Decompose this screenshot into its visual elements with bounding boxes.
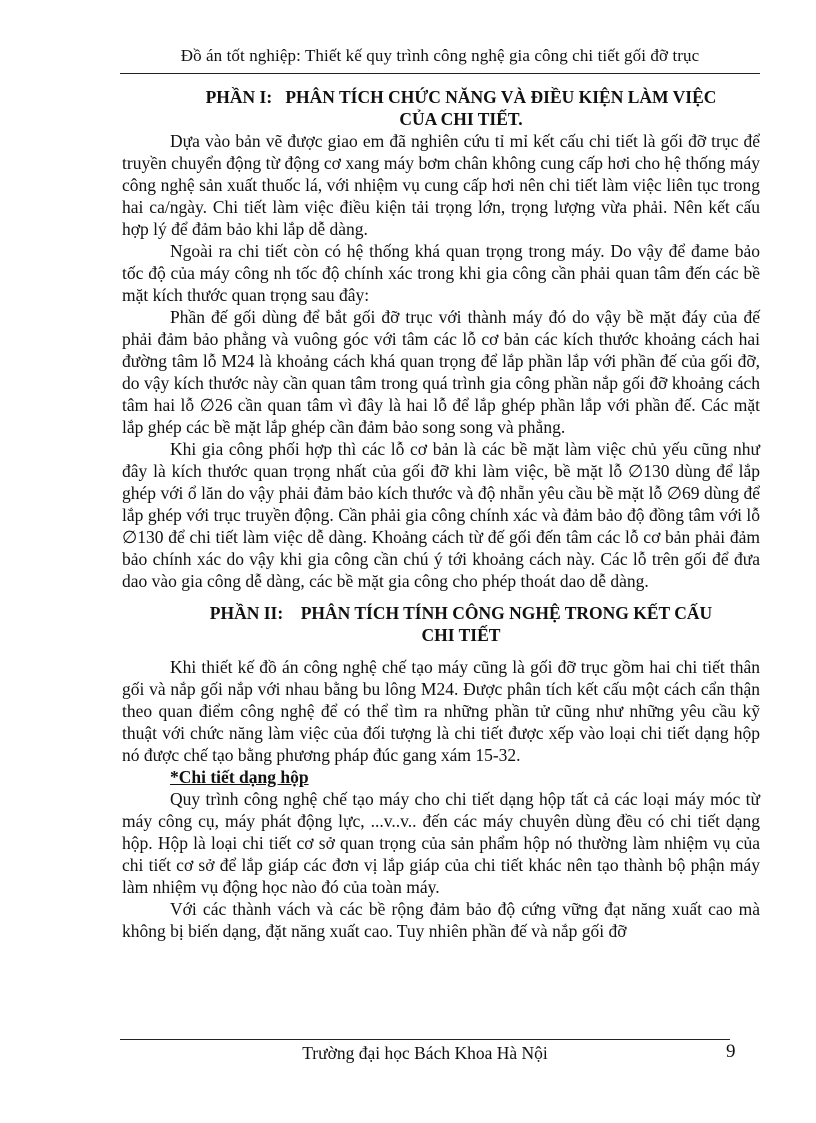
section1-paragraph: Dựa vào bản vẽ được giao em đã nghiên cứu tỉ mỉ kết cấu chi tiết là gối đỡ trục để truyền chuyển động từ động cơ xang máy bơm chân không cung cấp hơi cho hệ thống máy công nghệ sản xuất thuốc lá, với nhiệm vụ cung cấp hơi nên chi tiết làm việc liên tục trong hai ca/ngày. Chi tiết làm việc điều kiện tải trọng lớn, trọng lượng vừa phải. Nên kết cấu hợp lý để đảm bảo khi lắp dễ dàng.	[122, 131, 760, 239]
running-header: Đồ án tốt nghiệp: Thiết kế quy trình công nghệ gia công chi tiết gối đỡ trục	[180, 46, 700, 65]
section2-heading-line2: CHI TIẾT	[421, 625, 501, 645]
footer-school: Trường đại học Bách Khoa Hà Nội	[302, 1043, 548, 1063]
section1-heading	[122, 86, 760, 130]
page-body	[122, 80, 760, 942]
section2-heading	[122, 602, 760, 646]
section2-paragraph: Với các thành vách và các bề rộng đảm bảo độ cứng vững đạt năng xuất cao mà không bị biến dạng, đặt năng xuất cao. Tuy nhiên phần đế và nắp gối đỡ	[122, 899, 760, 941]
section1-paragraph: Khi gia công phối hợp thì các lỗ cơ bản là các bề mặt làm việc chủ yếu cũng như đây là kích thước quan trọng nhất của gối đỡ khi làm việc, bề mặt lỗ ∅130 dùng để lắp ghép với ổ lăn do vậy phải đảm bảo kích thước và độ nhẵn yêu cầu bề mặt lỗ ∅69 dùng để lắp ghép với trục truyền động. Cần phải gia công chính xác và đảm bảo độ đồng tâm với lỗ ∅130 để chi tiết làm việc dễ dàng. Khoảng cách từ đế gối đến tâm các lỗ cơ bản phải đảm bảo chính xác do vậy khi gia công cần chú ý tới khoảng cách này. Các lỗ trên gối để đưa dao vào gia công dễ dàng, các bề mặt gia công cho phép thoát dao dễ dàng.	[122, 439, 760, 591]
section2-paragraph: Quy trình công nghệ chế tạo máy cho chi tiết dạng hộp tất cả các loại máy móc từ máy công cụ, máy phát động lực, ...v..v.. đến các máy chuyên dùng đều có chi tiết dạng hộp. Hộp là loại chi tiết cơ sở quan trọng của sản phẩm hộp nó thường làm nhiệm vụ của chi tiết cơ sở để lắp giáp các đơn vị lắp giáp của chi tiết khác nên tạo thành bộ phận máy làm nhiệm vụ động học nào đó của toàn máy.	[122, 789, 760, 897]
subheading-box-part	[170, 766, 760, 788]
section1-paragraph: Ngoài ra chi tiết còn có hệ thống khá quan trọng trong máy. Do vậy để đame bảo tốc độ của máy công nh tốc độ chính xác trong khi gia công cần phải quan tâm đến các bề mặt kích thước quan trọng sau đây:	[122, 241, 760, 305]
footer-divider	[120, 1039, 730, 1040]
section1-heading-line2: CỦA CHI TIẾT.	[399, 109, 523, 129]
section-gap	[122, 592, 760, 602]
section2-heading-line1: PHẦN II: PHÂN TÍCH TÍNH CÔNG NGHỆ TRONG KẾT CẤU	[209, 603, 713, 623]
section1-paragraph: Phần đế gối dùng để bắt gối đỡ trục với thành máy đó do vậy bề mặt đáy của đế phải đảm bảo phẳng và vuông góc với tâm các lỗ cơ bản các kích thước khoảng cách hai đường tâm lỗ M24 là khoảng cách khá quan trọng để lắp phần lắp với phần đế của gối đỡ, do vậy kích thước này cần quan tâm trong quá trình gia công phần nắp gối đỡ khoảng cách tâm hai lỗ ∅26 cần quan tâm vì đây là hai lỗ để lắp ghép phần lắp với phần đế. Các mặt lắp ghép các bề mặt lắp ghép cần đảm bảo song song và phẳng.	[122, 307, 760, 437]
section2-paragraph: Khi thiết kế đồ án công nghệ chế tạo máy cũng là gối đỡ trục gồm hai chi tiết thân gối và nắp gối nắp với nhau bằng bu lông M24. Được phân tích kết cấu một cách cẩn thận theo quan điểm công nghệ để có thể tìm ra những phần tử cũng như những yêu cầu kỹ thuật với chức năng làm việc của đối tượng là chi tiết được xếp vào loại chi tiết dạng hộp nó được chế tạo bằng phương pháp đúc gang xám 15-32.	[122, 657, 760, 765]
subheading-text: *Chi tiết dạng hộp	[170, 767, 309, 787]
page-number: 9	[726, 1041, 736, 1062]
header-divider	[120, 73, 760, 74]
section1-heading-line1: PHẦN I: PHÂN TÍCH CHỨC NĂNG VÀ ĐIỀU KIỆN LÀM VIỆC	[205, 87, 717, 107]
section-gap	[122, 646, 760, 656]
